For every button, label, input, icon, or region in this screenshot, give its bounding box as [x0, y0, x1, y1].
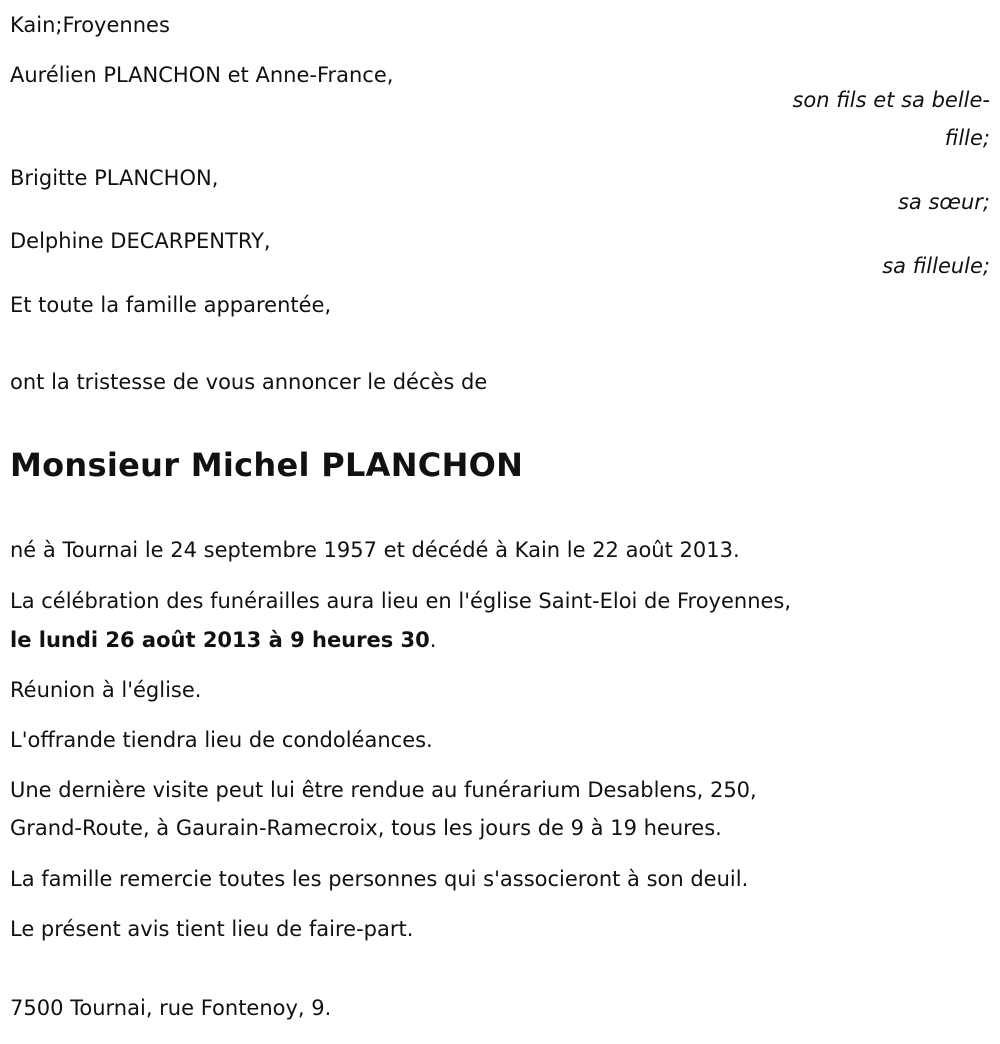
- location: Kain;Froyennes: [10, 13, 170, 37]
- family-member-name: Brigitte PLANCHON,: [10, 166, 219, 190]
- deceased-name: Monsieur Michel PLANCHON: [10, 446, 524, 484]
- visit-info: Une dernière visite peut lui être rendue au funérarium Desablens, 250,: [10, 778, 757, 802]
- thanks: La famille remercie toutes les personnes qui s'associeront à son deuil.: [10, 867, 749, 891]
- funeral-datetime-line: [10, 627, 436, 653]
- announcement: ont la tristesse de vous annoncer le décès de: [10, 370, 488, 394]
- funeral-location: La célébration des funérailles aura lieu en l'église Saint-Eloi de Froyennes,: [10, 589, 792, 613]
- family-member-relation: son fils et sa belle-: [792, 88, 990, 112]
- family-member-relation: fille;: [944, 126, 990, 150]
- punctuation: .: [429, 628, 437, 652]
- family-member-relation: sa filleule;: [882, 254, 990, 278]
- funeral-datetime: le lundi 26 août 2013 à 9 heures 30: [10, 628, 430, 652]
- address: 7500 Tournai, rue Fontenoy, 9.: [10, 996, 332, 1020]
- notice: Le présent avis tient lieu de faire-part.: [10, 917, 414, 941]
- family-member-name: Delphine DECARPENTRY,: [10, 229, 271, 253]
- offering: L'offrande tiendra lieu de condoléances.: [10, 728, 433, 752]
- family-member-name: Aurélien PLANCHON et Anne-France,: [10, 63, 394, 87]
- family-general: Et toute la famille apparentée,: [10, 293, 332, 317]
- family-member-relation: sa sœur;: [897, 190, 990, 214]
- meeting: Réunion à l'église.: [10, 678, 202, 702]
- birth-death: né à Tournai le 24 septembre 1957 et décédé à Kain le 22 août 2013.: [10, 538, 740, 562]
- visit-info: Grand-Route, à Gaurain-Ramecroix, tous les jours de 9 à 19 heures.: [10, 816, 722, 840]
